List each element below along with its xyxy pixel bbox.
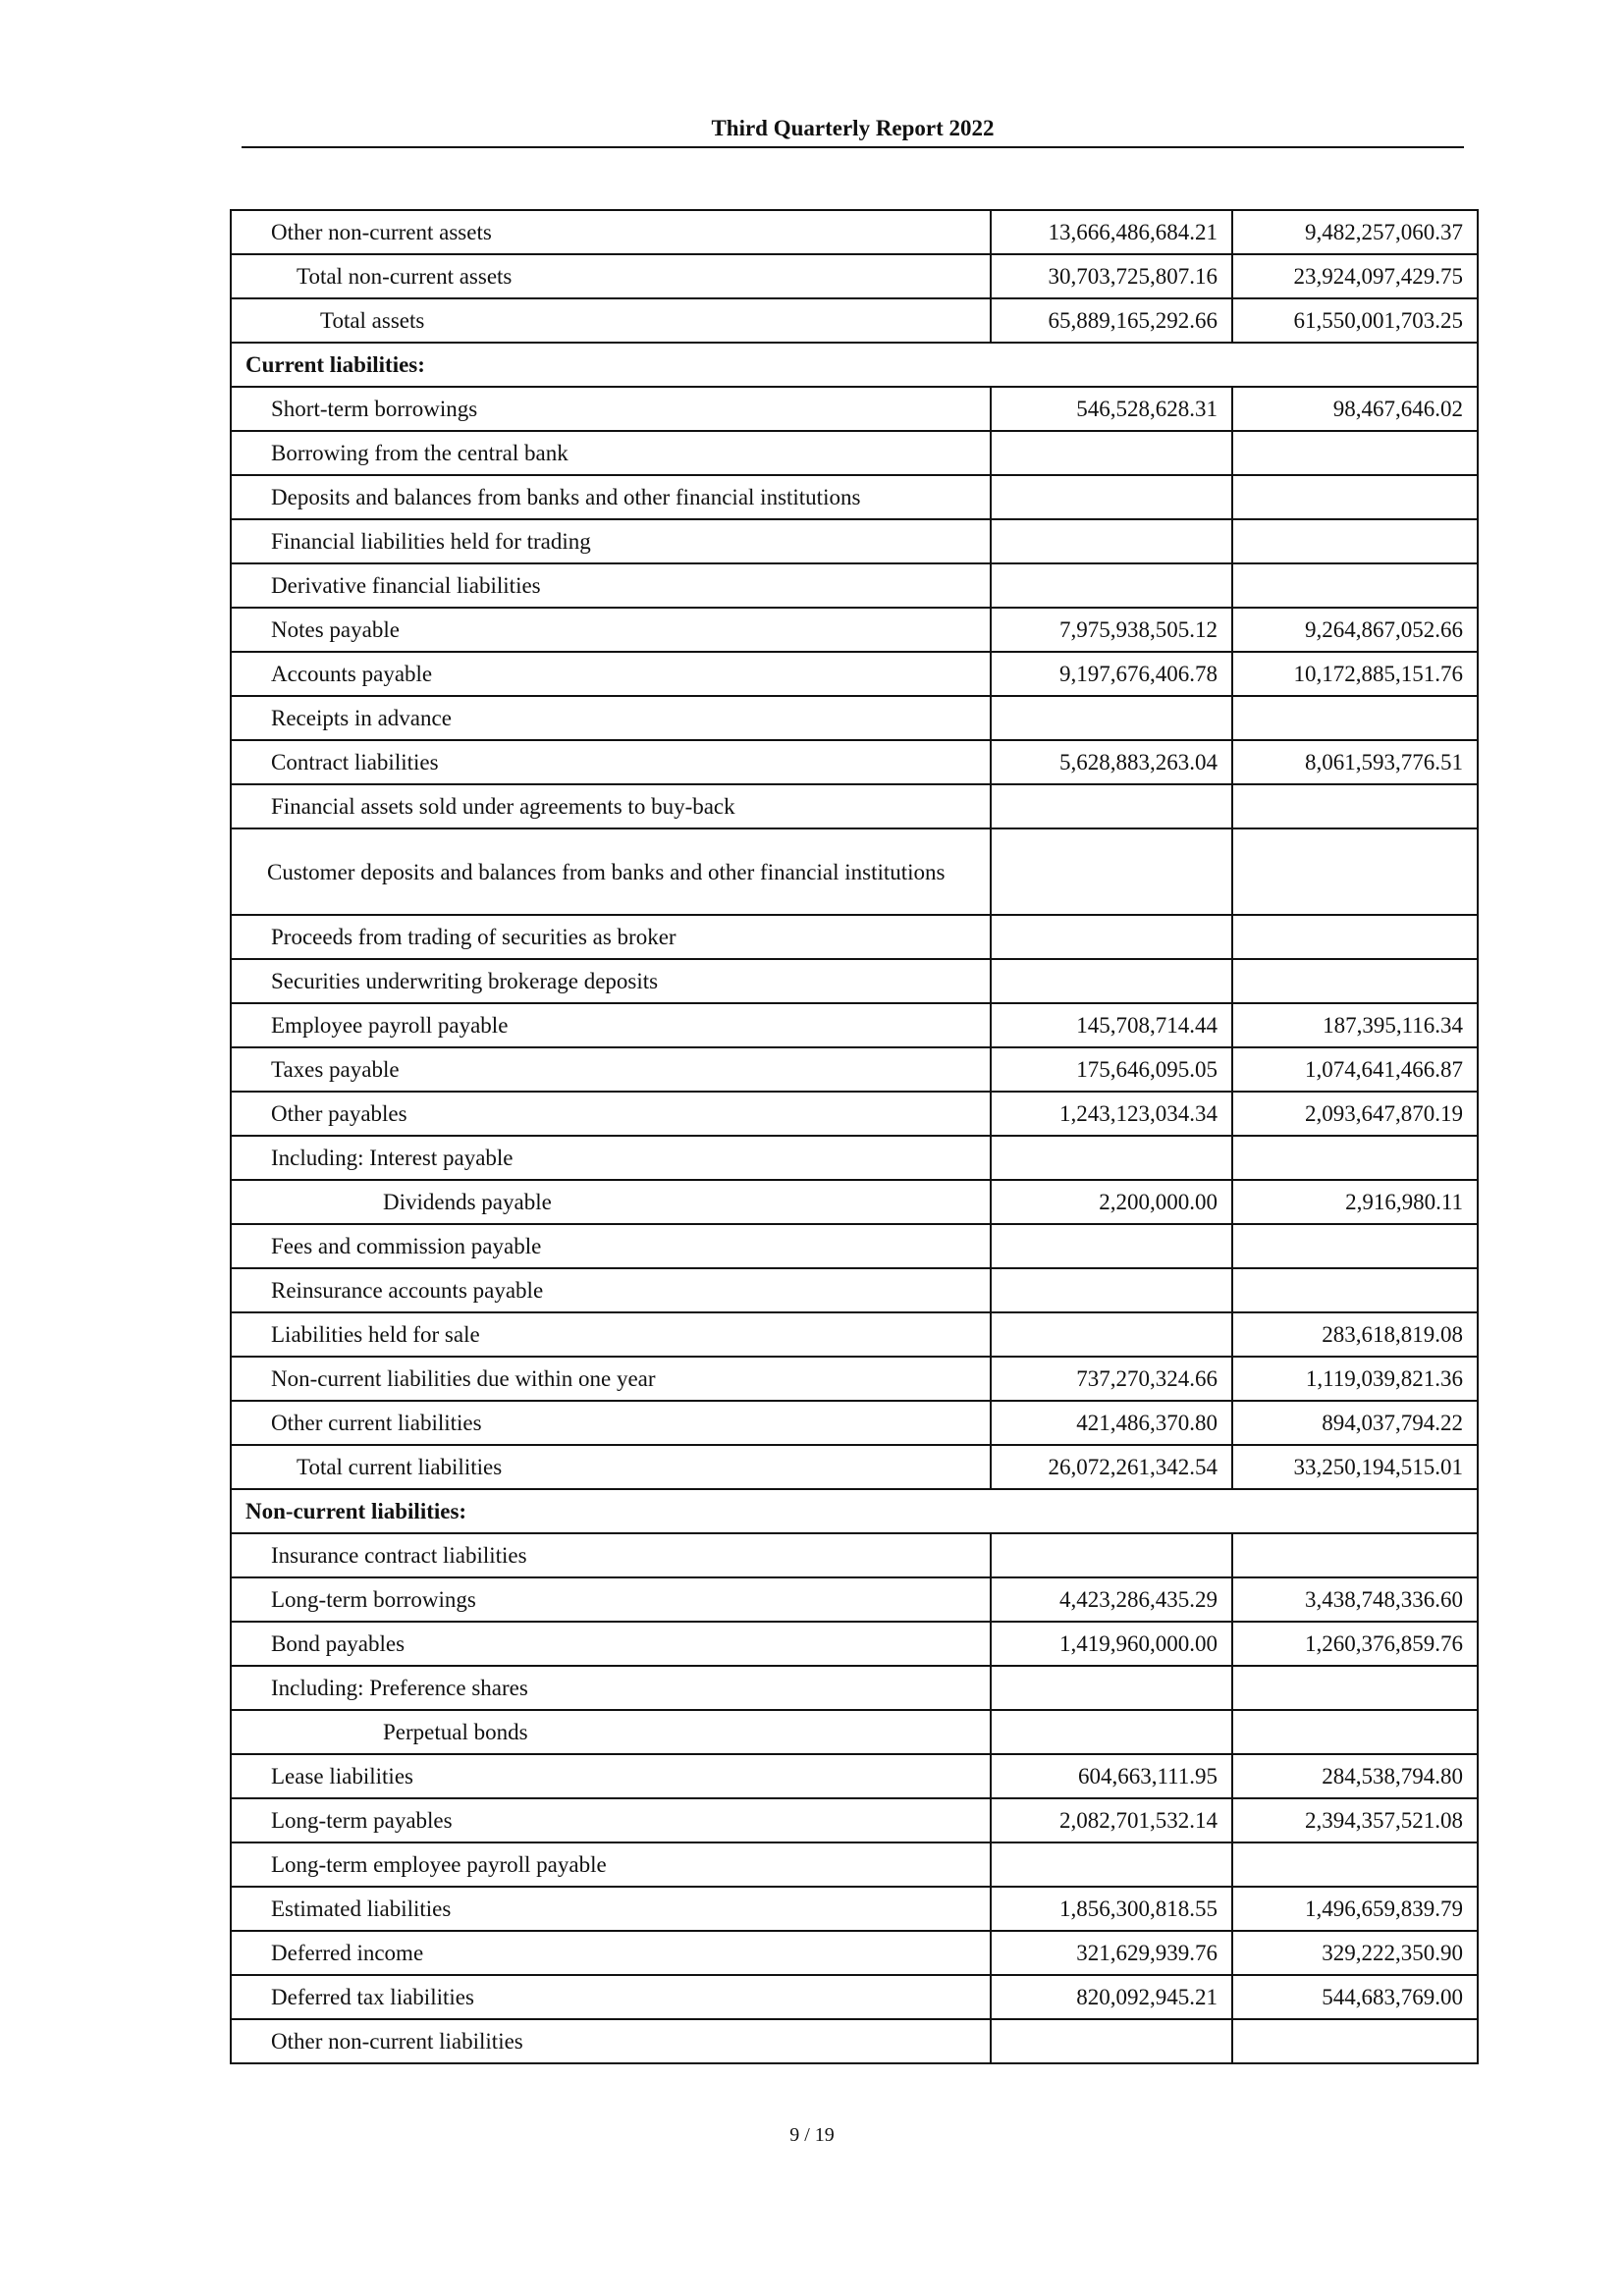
table-row bbox=[231, 431, 1478, 475]
table-row bbox=[231, 563, 1478, 608]
value-current-period: 737,270,324.66 bbox=[991, 1357, 1232, 1401]
row-label: Deposits and balances from banks and other financial institutions bbox=[231, 475, 991, 519]
table-row bbox=[231, 1533, 1478, 1577]
value-current-period: 604,663,111.95 bbox=[991, 1754, 1232, 1798]
value-prior-period: 61,550,001,703.25 bbox=[1232, 298, 1478, 343]
value-current-period bbox=[991, 1710, 1232, 1754]
value-prior-period bbox=[1232, 563, 1478, 608]
value-current-period bbox=[991, 519, 1232, 563]
row-label: Deferred income bbox=[231, 1931, 991, 1975]
value-current-period bbox=[991, 2019, 1232, 2063]
value-current-period: 65,889,165,292.66 bbox=[991, 298, 1232, 343]
row-label: Bond payables bbox=[231, 1622, 991, 1666]
value-prior-period bbox=[1232, 431, 1478, 475]
row-label: Estimated liabilities bbox=[231, 1887, 991, 1931]
table-row bbox=[231, 254, 1478, 298]
value-current-period bbox=[991, 784, 1232, 828]
value-current-period bbox=[991, 1268, 1232, 1312]
value-prior-period: 284,538,794.80 bbox=[1232, 1754, 1478, 1798]
value-prior-period: 98,467,646.02 bbox=[1232, 387, 1478, 431]
value-prior-period: 1,119,039,821.36 bbox=[1232, 1357, 1478, 1401]
table-row bbox=[231, 1357, 1478, 1401]
value-prior-period: 10,172,885,151.76 bbox=[1232, 652, 1478, 696]
value-current-period: 30,703,725,807.16 bbox=[991, 254, 1232, 298]
table-row bbox=[231, 2019, 1478, 2063]
value-prior-period: 9,264,867,052.66 bbox=[1232, 608, 1478, 652]
table-row bbox=[231, 959, 1478, 1003]
section-header-row bbox=[231, 1489, 1478, 1533]
row-label: Deferred tax liabilities bbox=[231, 1975, 991, 2019]
table-row bbox=[231, 1003, 1478, 1047]
value-prior-period: 283,618,819.08 bbox=[1232, 1312, 1478, 1357]
value-prior-period bbox=[1232, 1710, 1478, 1754]
value-prior-period bbox=[1232, 1842, 1478, 1887]
value-prior-period bbox=[1232, 915, 1478, 959]
value-prior-period bbox=[1232, 1224, 1478, 1268]
value-prior-period: 1,260,376,859.76 bbox=[1232, 1622, 1478, 1666]
row-label: Dividends payable bbox=[231, 1180, 991, 1224]
value-current-period: 1,419,960,000.00 bbox=[991, 1622, 1232, 1666]
value-current-period bbox=[991, 696, 1232, 740]
value-prior-period: 1,496,659,839.79 bbox=[1232, 1887, 1478, 1931]
value-current-period: 2,200,000.00 bbox=[991, 1180, 1232, 1224]
row-label: Accounts payable bbox=[231, 652, 991, 696]
table-row bbox=[231, 1136, 1478, 1180]
row-label: Total assets bbox=[231, 298, 991, 343]
row-label: Contract liabilities bbox=[231, 740, 991, 784]
table-row bbox=[231, 1268, 1478, 1312]
value-prior-period bbox=[1232, 959, 1478, 1003]
page-header-title: Third Quarterly Report 2022 bbox=[711, 116, 995, 140]
header-rule bbox=[242, 146, 1464, 148]
value-current-period bbox=[991, 475, 1232, 519]
value-current-period bbox=[991, 563, 1232, 608]
table-row bbox=[231, 652, 1478, 696]
row-label: Total non-current assets bbox=[231, 254, 991, 298]
value-current-period bbox=[991, 959, 1232, 1003]
row-label: Perpetual bonds bbox=[231, 1710, 991, 1754]
page-number: 9 / 19 bbox=[789, 2124, 835, 2146]
table-row bbox=[231, 608, 1478, 652]
row-label: Liabilities held for sale bbox=[231, 1312, 991, 1357]
value-prior-period bbox=[1232, 519, 1478, 563]
balance-sheet-body bbox=[231, 210, 1478, 2063]
table-row bbox=[231, 1445, 1478, 1489]
row-label: Lease liabilities bbox=[231, 1754, 991, 1798]
table-row bbox=[231, 1931, 1478, 1975]
value-current-period: 7,975,938,505.12 bbox=[991, 608, 1232, 652]
row-label: Employee payroll payable bbox=[231, 1003, 991, 1047]
value-current-period: 820,092,945.21 bbox=[991, 1975, 1232, 2019]
table-row bbox=[231, 1622, 1478, 1666]
value-prior-period: 33,250,194,515.01 bbox=[1232, 1445, 1478, 1489]
table-row bbox=[231, 915, 1478, 959]
row-label: Non-current liabilities due within one year bbox=[231, 1357, 991, 1401]
value-prior-period bbox=[1232, 1268, 1478, 1312]
table-row bbox=[231, 1666, 1478, 1710]
row-label: Financial liabilities held for trading bbox=[231, 519, 991, 563]
row-label: Long-term payables bbox=[231, 1798, 991, 1842]
row-label: Insurance contract liabilities bbox=[231, 1533, 991, 1577]
row-label: Borrowing from the central bank bbox=[231, 431, 991, 475]
value-prior-period bbox=[1232, 1666, 1478, 1710]
table-row bbox=[231, 1180, 1478, 1224]
value-prior-period: 329,222,350.90 bbox=[1232, 1931, 1478, 1975]
value-current-period: 2,082,701,532.14 bbox=[991, 1798, 1232, 1842]
value-prior-period: 2,093,647,870.19 bbox=[1232, 1092, 1478, 1136]
value-current-period bbox=[991, 915, 1232, 959]
row-label: Long-term employee payroll payable bbox=[231, 1842, 991, 1887]
value-prior-period bbox=[1232, 1136, 1478, 1180]
row-label: Customer deposits and balances from banks and other financial institutions bbox=[231, 828, 991, 915]
table-row bbox=[231, 1401, 1478, 1445]
value-current-period bbox=[991, 1666, 1232, 1710]
table-row bbox=[231, 1224, 1478, 1268]
row-label: Derivative financial liabilities bbox=[231, 563, 991, 608]
row-label: Securities underwriting brokerage deposits bbox=[231, 959, 991, 1003]
value-current-period: 9,197,676,406.78 bbox=[991, 652, 1232, 696]
table-row bbox=[231, 1312, 1478, 1357]
value-current-period: 4,423,286,435.29 bbox=[991, 1577, 1232, 1622]
section-label: Current liabilities: bbox=[231, 343, 1478, 387]
row-label: Notes payable bbox=[231, 608, 991, 652]
row-label: Proceeds from trading of securities as broker bbox=[231, 915, 991, 959]
row-label: Reinsurance accounts payable bbox=[231, 1268, 991, 1312]
value-prior-period: 544,683,769.00 bbox=[1232, 1975, 1478, 2019]
value-prior-period: 894,037,794.22 bbox=[1232, 1401, 1478, 1445]
value-current-period bbox=[991, 1842, 1232, 1887]
table-row bbox=[231, 1754, 1478, 1798]
value-prior-period: 9,482,257,060.37 bbox=[1232, 210, 1478, 254]
value-current-period: 26,072,261,342.54 bbox=[991, 1445, 1232, 1489]
table-row bbox=[231, 696, 1478, 740]
table-row bbox=[231, 1975, 1478, 2019]
row-label: Receipts in advance bbox=[231, 696, 991, 740]
row-label: Fees and commission payable bbox=[231, 1224, 991, 1268]
value-prior-period bbox=[1232, 475, 1478, 519]
value-current-period: 321,629,939.76 bbox=[991, 1931, 1232, 1975]
table-row bbox=[231, 387, 1478, 431]
table-row bbox=[231, 1577, 1478, 1622]
row-label: Other payables bbox=[231, 1092, 991, 1136]
value-current-period bbox=[991, 431, 1232, 475]
value-prior-period bbox=[1232, 2019, 1478, 2063]
row-label: Including: Preference shares bbox=[231, 1666, 991, 1710]
value-current-period bbox=[991, 1136, 1232, 1180]
value-current-period bbox=[991, 1533, 1232, 1577]
value-current-period: 175,646,095.05 bbox=[991, 1047, 1232, 1092]
table-row bbox=[231, 1092, 1478, 1136]
value-prior-period: 8,061,593,776.51 bbox=[1232, 740, 1478, 784]
value-current-period: 1,856,300,818.55 bbox=[991, 1887, 1232, 1931]
table-row bbox=[231, 475, 1478, 519]
table-row bbox=[231, 519, 1478, 563]
row-label: Long-term borrowings bbox=[231, 1577, 991, 1622]
table-row bbox=[231, 1887, 1478, 1931]
section-label: Non-current liabilities: bbox=[231, 1489, 1478, 1533]
row-label: Other non-current liabilities bbox=[231, 2019, 991, 2063]
row-label: Financial assets sold under agreements to buy-back bbox=[231, 784, 991, 828]
table-row bbox=[231, 298, 1478, 343]
value-prior-period: 2,916,980.11 bbox=[1232, 1180, 1478, 1224]
value-prior-period: 23,924,097,429.75 bbox=[1232, 254, 1478, 298]
table-row bbox=[231, 1842, 1478, 1887]
value-current-period bbox=[991, 1312, 1232, 1357]
row-label: Total current liabilities bbox=[231, 1445, 991, 1489]
value-current-period: 1,243,123,034.34 bbox=[991, 1092, 1232, 1136]
table-row bbox=[231, 1047, 1478, 1092]
value-prior-period: 3,438,748,336.60 bbox=[1232, 1577, 1478, 1622]
value-current-period bbox=[991, 1224, 1232, 1268]
row-label: Short-term borrowings bbox=[231, 387, 991, 431]
value-current-period: 145,708,714.44 bbox=[991, 1003, 1232, 1047]
value-prior-period: 187,395,116.34 bbox=[1232, 1003, 1478, 1047]
table-row bbox=[231, 784, 1478, 828]
value-prior-period bbox=[1232, 828, 1478, 915]
value-current-period: 13,666,486,684.21 bbox=[991, 210, 1232, 254]
value-current-period: 5,628,883,263.04 bbox=[991, 740, 1232, 784]
row-label: Taxes payable bbox=[231, 1047, 991, 1092]
value-prior-period bbox=[1232, 784, 1478, 828]
table-row bbox=[231, 1798, 1478, 1842]
value-current-period: 546,528,628.31 bbox=[991, 387, 1232, 431]
row-label: Including: Interest payable bbox=[231, 1136, 991, 1180]
table-row bbox=[231, 210, 1478, 254]
value-prior-period: 2,394,357,521.08 bbox=[1232, 1798, 1478, 1842]
row-label: Other current liabilities bbox=[231, 1401, 991, 1445]
value-prior-period: 1,074,641,466.87 bbox=[1232, 1047, 1478, 1092]
value-prior-period bbox=[1232, 696, 1478, 740]
value-current-period: 421,486,370.80 bbox=[991, 1401, 1232, 1445]
table-row bbox=[231, 828, 1478, 915]
balance-sheet-table bbox=[230, 209, 1479, 2064]
section-header-row bbox=[231, 343, 1478, 387]
table-row bbox=[231, 1710, 1478, 1754]
table-row bbox=[231, 740, 1478, 784]
value-current-period bbox=[991, 828, 1232, 915]
value-prior-period bbox=[1232, 1533, 1478, 1577]
row-label: Other non-current assets bbox=[231, 210, 991, 254]
